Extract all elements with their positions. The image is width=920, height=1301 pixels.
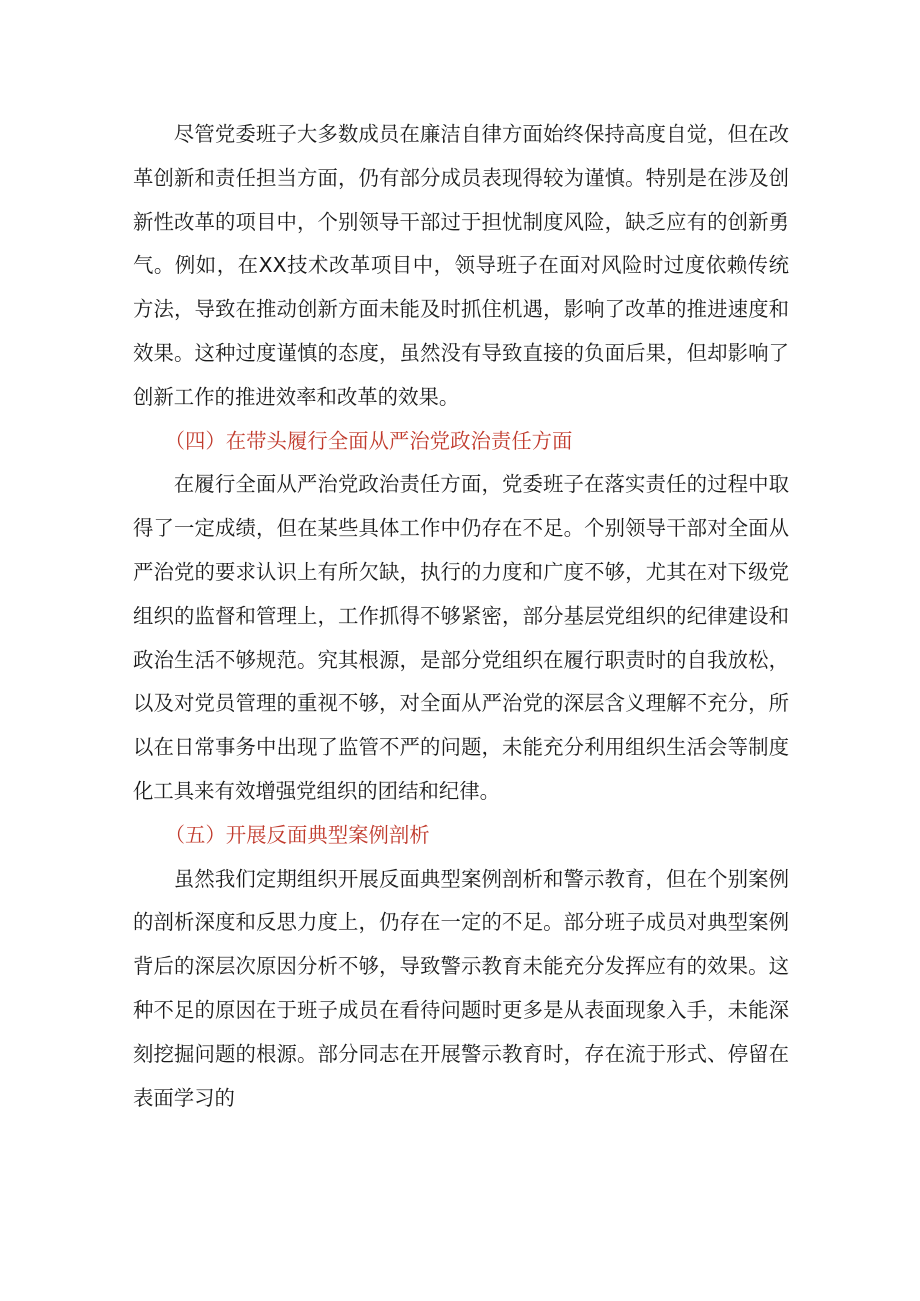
document-body: [133, 113, 789, 1120]
paragraph-party-responsibility: 在履行全面从严治党政治责任方面，党委班子在落实责任的过程中取得了一定成绩，但在某些具体工作中仍存在不足。个别领导干部对全面从严治党的要求认识上有所欠缺，执行的力度和广度不够，尤其在对下级党组织的监督和管理上，工作抓得不够紧密，部分基层党组织的纪律建设和政治生活不够规范。究其根源，是部分党组织在履行职责时的自我放松，以及对党员管理的重视不够，对全面从严治党的深层含义理解不充分，所以在日常事务中出现了监管不严的问题，未能充分利用组织生活会等制度化工具来有效增强党组织的团结和纪律。: [133, 472, 789, 803]
paragraph-reform-innovation: 尽管党委班子大多数成员在廉洁自律方面始终保持高度自觉，但在改革创新和责任担当方面，仍有部分成员表现得较为谨慎。特别是在涉及创新性改革的项目中，个别领导干部过于担忧制度风险，缺乏应有的创新勇气。例如，在XX技术改革项目中，领导班子在面对风险时过度依赖传统方法，导致在推动创新方面未能及时抓住机遇，影响了改革的推进速度和效果。这种过度谨慎的态度，虽然没有导致直接的负面后果，但却影响了创新工作的推进效率和改革的效果。: [133, 122, 789, 409]
paragraph-case-analysis: 虽然我们定期组织开展反面典型案例剖析和警示教育，但在个别案例的剖析深度和反思力度上，仍存在一定的不足。部分班子成员对典型案例背后的深层次原因分析不够，导致警示教育未能充分发挥应有的效果。这种不足的原因在于班子成员在看待问题时更多是从表面现象入手，未能深刻挖掘问题的根源。部分同志在开展警示教育时，存在流于形式、停留在表面学习的: [133, 866, 789, 1110]
section-heading-4: （四）在带头履行全面从严治党政治责任方面: [164, 428, 573, 453]
section-heading-5: （五）开展反面典型案例剖析: [164, 822, 430, 847]
